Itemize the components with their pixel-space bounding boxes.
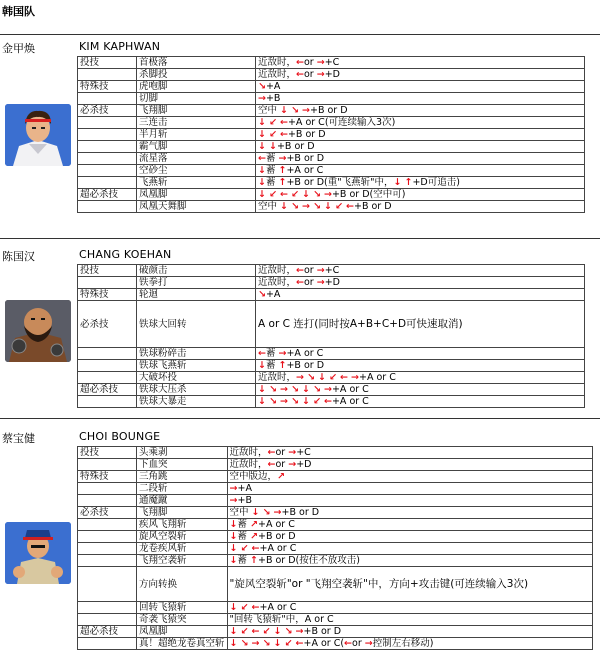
move-row [78, 531, 593, 543]
move-category: 超必杀技 [78, 189, 137, 201]
move-row [78, 555, 593, 567]
move-command: ↓ ↙ ←+A or C [227, 543, 592, 555]
team-title: 韩国队 [2, 5, 35, 18]
move-row [78, 289, 585, 301]
move-name: 凤凰脚 [137, 189, 256, 201]
move-category: 特殊技 [78, 289, 137, 301]
move-command: ↓ ↘ → ↘ ↓ ↙ ←+A or C [256, 396, 585, 408]
move-category [78, 602, 137, 614]
move-row [78, 265, 585, 277]
move-row [78, 543, 593, 555]
chang-portrait [5, 300, 71, 362]
move-category [78, 177, 137, 189]
move-command: 空中版边，↗ [227, 471, 592, 483]
move-name: 飞燕斩 [137, 177, 256, 189]
move-row [78, 507, 593, 519]
move-row [78, 384, 585, 396]
move-row [78, 396, 585, 408]
move-category [78, 567, 137, 602]
move-name: 铁球大压杀 [137, 384, 256, 396]
move-command: ↓蓄 ↗+A or C [227, 519, 592, 531]
move-category: 超必杀技 [78, 384, 137, 396]
move-name: 大破坏投 [137, 372, 256, 384]
move-command: 空中 ↓ ↘ →+B or D [227, 507, 592, 519]
move-name: 凤凰天舞脚 [137, 201, 256, 213]
choi-portrait [5, 522, 71, 584]
section-divider [0, 418, 600, 419]
character-cn-name: 陈国汉 [2, 250, 35, 263]
move-row [78, 69, 585, 81]
move-name: 二段斩 [137, 483, 228, 495]
move-category [78, 614, 137, 626]
move-category: 必杀技 [78, 507, 137, 519]
move-category [78, 165, 137, 177]
move-category [78, 638, 137, 650]
move-category: 特殊技 [78, 81, 137, 93]
move-name: 首极落 [137, 57, 256, 69]
move-command: ↓ ↙ ←+A or C(可连续输入3次) [256, 117, 585, 129]
move-row [78, 519, 593, 531]
move-name: 杀脚投 [137, 69, 256, 81]
move-category: 超必杀技 [78, 626, 137, 638]
move-row [78, 348, 585, 360]
kim-portrait [5, 104, 71, 166]
move-name: 空砂尘 [137, 165, 256, 177]
move-row [78, 201, 585, 213]
move-name: 方向转换 [137, 567, 228, 602]
move-name: 霸气脚 [137, 141, 256, 153]
move-command: ↓ ↙ ←+A or C [227, 602, 592, 614]
move-name: 轮迴 [137, 289, 256, 301]
move-command: ↓蓄 ↑+B or D(按住不放攻击) [227, 555, 592, 567]
move-command: A or C 连打(同时按A+B+C+D可快速取消) [256, 301, 585, 348]
move-row [78, 153, 585, 165]
move-name: 铁球飞燕斩 [137, 360, 256, 372]
move-name: 虎咆脚 [137, 81, 256, 93]
move-name: 飞翔空袭斩 [137, 555, 228, 567]
move-command: 近敌时，←or →+C [256, 265, 585, 277]
move-command: 空中 ↓ ↘ →+B or D [256, 105, 585, 117]
move-name: 铁球大回转 [137, 301, 256, 348]
move-name: 流星落 [137, 153, 256, 165]
move-command: ↓ ↙ ← ↙ ↓ ↘ →+B or D(空中可) [256, 189, 585, 201]
choi-move-table [77, 446, 593, 650]
move-name: 破颜击 [137, 265, 256, 277]
move-category: 特殊技 [78, 471, 137, 483]
move-category [78, 519, 137, 531]
move-name: 切脚 [137, 93, 256, 105]
move-name: 三角跳 [137, 471, 228, 483]
character-en-name: CHOI BOUNGE [79, 430, 161, 443]
move-row [78, 141, 585, 153]
move-row [78, 177, 585, 189]
move-row [78, 189, 585, 201]
move-row [78, 277, 585, 289]
move-command: 近敌时，←or →+D [256, 69, 585, 81]
move-row [78, 93, 585, 105]
move-command: ↓蓄 ↗+B or D [227, 531, 592, 543]
move-category [78, 277, 137, 289]
move-row [78, 471, 593, 483]
section-divider [0, 34, 600, 35]
move-row [78, 459, 593, 471]
move-name: 铁球大暴走 [137, 396, 256, 408]
move-name: 飞翔脚 [137, 507, 228, 519]
move-name: 三连击 [137, 117, 256, 129]
move-command: ↘+A [256, 289, 585, 301]
move-command: ↓蓄 ↑+B or D [256, 360, 585, 372]
move-row [78, 483, 593, 495]
move-name: 头乘剥 [137, 447, 228, 459]
kim-move-table [77, 56, 585, 213]
move-name: 铁球粉碎击 [137, 348, 256, 360]
move-category [78, 348, 137, 360]
move-command: 近敌时，←or →+C [227, 447, 592, 459]
move-name: 龙卷疾风斩 [137, 543, 228, 555]
move-row [78, 129, 585, 141]
character-cn-name: 蔡宝健 [2, 432, 35, 445]
chang-move-table [77, 264, 585, 408]
move-row [78, 117, 585, 129]
move-category: 投技 [78, 265, 137, 277]
move-category [78, 69, 137, 81]
move-row [78, 614, 593, 626]
move-row [78, 165, 585, 177]
move-category: 必杀技 [78, 301, 137, 348]
move-name: 旋风空裂斩 [137, 531, 228, 543]
move-row [78, 638, 593, 650]
move-category [78, 141, 137, 153]
move-category: 投技 [78, 57, 137, 69]
move-name: 回转飞猿斩 [137, 602, 228, 614]
move-category [78, 153, 137, 165]
move-name: 飞翔脚 [137, 105, 256, 117]
move-command: ↓ ↘ → ↘ ↓ ↙ ←+A or C(←or →控制左右移动) [227, 638, 592, 650]
move-command: "回转飞猿斩"中，A or C [227, 614, 592, 626]
move-row [78, 372, 585, 384]
character-en-name: KIM KAPHWAN [79, 40, 161, 53]
move-command: 近敌时，←or →+C [256, 57, 585, 69]
move-command: ↓ ↙ ← ↙ ↓ ↘ →+B or D [227, 626, 592, 638]
move-name: 下血突 [137, 459, 228, 471]
move-category [78, 93, 137, 105]
move-category: 投技 [78, 447, 137, 459]
move-name: 通魔蹴 [137, 495, 228, 507]
move-command: 近敌时，→ ↘ ↓ ↙ ← →+A or C [256, 372, 585, 384]
move-name: 奇袭飞猿突 [137, 614, 228, 626]
character-cn-name: 金甲焕 [2, 42, 35, 55]
move-category [78, 483, 137, 495]
move-command: 近敌时，←or →+D [256, 277, 585, 289]
move-command: "旋风空裂斩"or "飞翔空袭斩"中，方向+攻击键(可连续输入3次) [227, 567, 592, 602]
move-category [78, 459, 137, 471]
move-name: 凤凰脚 [137, 626, 228, 638]
move-command: ←蓄 →+B or D [256, 153, 585, 165]
move-category [78, 555, 137, 567]
move-row [78, 57, 585, 69]
move-row [78, 105, 585, 117]
move-command: ↓ ↓+B or D [256, 141, 585, 153]
move-category [78, 531, 137, 543]
move-category [78, 129, 137, 141]
move-command: ↓蓄 ↑+B or D(重"飞燕斩"中，↓ ↑+D可追击) [256, 177, 585, 189]
move-command: ←蓄 →+A or C [256, 348, 585, 360]
move-row [78, 360, 585, 372]
move-category [78, 360, 137, 372]
move-name: 真！超绝龙卷真空斩 [137, 638, 228, 650]
move-category [78, 495, 137, 507]
move-row [78, 81, 585, 93]
move-category [78, 396, 137, 408]
move-name: 半月斩 [137, 129, 256, 141]
move-command: ↓ ↘ → ↘ ↓ ↘ →+A or C [256, 384, 585, 396]
move-command: ↓ ↙ ←+B or D [256, 129, 585, 141]
move-command: →+A [227, 483, 592, 495]
move-category [78, 201, 137, 213]
move-command: 近敌时，←or →+D [227, 459, 592, 471]
move-row [78, 626, 593, 638]
character-en-name: CHANG KOEHAN [79, 248, 172, 261]
move-category [78, 543, 137, 555]
move-command: →+B [256, 93, 585, 105]
move-command: ↓蓄 ↑+A or C [256, 165, 585, 177]
move-category: 必杀技 [78, 105, 137, 117]
move-category [78, 117, 137, 129]
move-row [78, 602, 593, 614]
move-command: ↘+A [256, 81, 585, 93]
move-name: 疾风飞翔斩 [137, 519, 228, 531]
move-command: →+B [227, 495, 592, 507]
move-row [78, 495, 593, 507]
section-divider [0, 238, 600, 239]
move-name: 铁拳打 [137, 277, 256, 289]
move-row [78, 567, 593, 602]
move-category [78, 372, 137, 384]
move-command: 空中 ↓ ↘ → ↘ ↓ ↙ ←+B or D [256, 201, 585, 213]
move-row [78, 447, 593, 459]
move-row [78, 301, 585, 348]
